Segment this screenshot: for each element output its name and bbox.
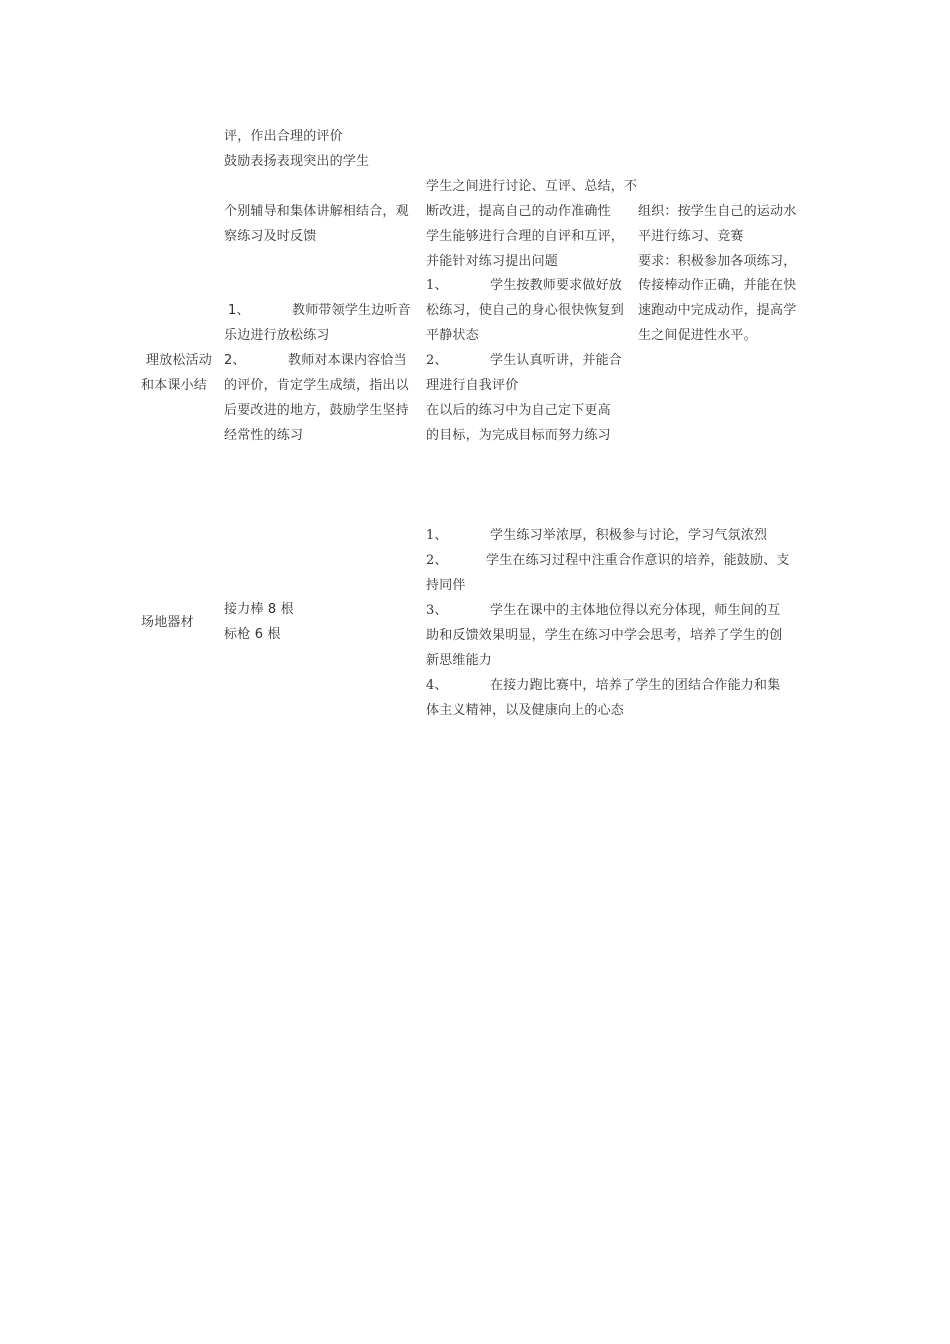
section-label-relax-summary-line2: 和本课小结 — [141, 378, 208, 393]
reflection-item-2-cont: 持同伴 — [426, 578, 466, 593]
item-text: 学生在练习过程中注重合作意识的培养，能鼓励、支 — [486, 553, 790, 568]
item-number: 4、 — [426, 678, 448, 693]
item-number: 1、 — [426, 278, 448, 293]
teacher-text-line: 个别辅导和集体讲解相结合，观 — [224, 204, 409, 219]
teacher-item-2-cont: 的评价，肯定学生成绩，指出以 — [224, 378, 409, 393]
org-text-line: 平进行练习、竞赛 — [638, 229, 744, 244]
item-number: 1、 — [426, 528, 448, 543]
item-number: 1、 — [228, 303, 250, 318]
reflection-item-4 — [426, 673, 780, 698]
org-text-line: 传接棒动作正确，并能在快 — [638, 278, 797, 293]
item-text: 教师带领学生边听音 — [292, 303, 411, 318]
student-text-line: 断改进，提高自己的动作准确性 — [426, 204, 611, 219]
section-label-relax-summary: 理放松活动 — [146, 353, 213, 368]
item-number: 2、 — [224, 353, 246, 368]
reflection-item-3-cont: 助和反馈效果明显，学生在练习中学会思考，培养了学生的创 — [426, 628, 783, 643]
equipment-item: 标枪 6 根 — [224, 627, 281, 642]
reflection-item-3 — [426, 598, 780, 623]
reflection-item-2 — [426, 548, 790, 573]
student-item-1-cont: 松练习，使自己的身心很快恢复到 — [426, 303, 625, 318]
teacher-item-2-cont: 后要改进的地方，鼓励学生坚持 — [224, 403, 409, 418]
item-text: 教师对本课内容恰当 — [288, 353, 407, 368]
item-number: 2、 — [426, 553, 448, 568]
teacher-text-line: 鼓励表扬表现突出的学生 — [224, 154, 370, 169]
org-text-line: 组织：按学生自己的运动水 — [638, 204, 797, 219]
org-text-line: 要求：积极参加各项练习， — [638, 254, 797, 269]
student-text-line: 学生之间进行讨论、互评、总结，不 — [426, 179, 638, 194]
reflection-item-1 — [426, 523, 767, 548]
student-item-1 — [426, 273, 622, 298]
teacher-item-2 — [224, 348, 407, 373]
item-text: 学生练习举浓厚，积极参与讨论，学习气氛浓烈 — [490, 528, 768, 543]
teacher-item-1-cont: 乐边进行放松练习 — [224, 328, 330, 343]
org-text-line: 生之间促进性水平。 — [638, 328, 757, 343]
item-text: 学生认真听讲，并能合 — [490, 353, 623, 368]
org-text-line: 速跑动中完成动作，提高学 — [638, 303, 797, 318]
student-item-2 — [426, 348, 622, 373]
student-text-line: 学生能够进行合理的自评和互评， — [426, 229, 625, 244]
student-item-2-cont: 的目标，为完成目标而努力练习 — [426, 428, 611, 443]
reflection-item-4-cont: 体主义精神，以及健康向上的心态 — [426, 703, 625, 718]
item-text: 在接力跑比赛中，培养了学生的团结合作能力和集 — [490, 678, 781, 693]
student-item-2-cont: 理进行自我评价 — [426, 378, 519, 393]
teacher-text-line: 评，作出合理的评价 — [224, 129, 343, 144]
student-item-2-cont: 在以后的练习中为自己定下更高 — [426, 403, 611, 418]
equipment-item: 接力棒 8 根 — [224, 602, 294, 617]
item-number: 3、 — [426, 603, 448, 618]
student-text-line: 并能针对练习提出问题 — [426, 254, 559, 269]
teacher-item-2-cont: 经常性的练习 — [224, 428, 304, 443]
item-number: 2、 — [426, 353, 448, 368]
teacher-item-1 — [228, 298, 411, 323]
item-text: 学生按教师要求做好放 — [490, 278, 623, 293]
reflection-item-3-cont: 新思维能力 — [426, 653, 493, 668]
teacher-text-line: 察练习及时反馈 — [224, 229, 317, 244]
item-text: 学生在课中的主体地位得以充分体现，师生间的互 — [490, 603, 781, 618]
section-label-equipment: 场地器材 — [141, 615, 194, 630]
student-item-1-cont: 平静状态 — [426, 328, 479, 343]
